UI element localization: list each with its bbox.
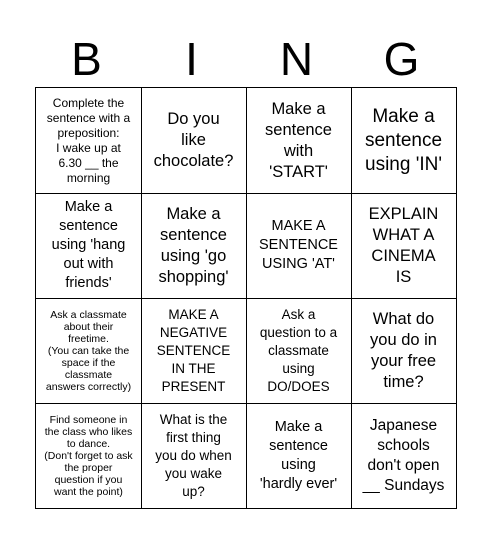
bingo-cell[interactable] <box>36 298 142 404</box>
cell-text: Japanese schools don't open __ Sundays <box>362 416 445 494</box>
bingo-cell[interactable] <box>351 298 457 404</box>
header-letter-n: N <box>279 33 316 85</box>
cell-text: MAKE A SENTENCE USING 'AT' <box>259 218 338 272</box>
bingo-header <box>35 30 457 88</box>
bingo-cell[interactable] <box>246 298 352 404</box>
cell-text: Make a sentence using 'hang out with friends' <box>51 199 126 291</box>
cell-text: Ask a classmate about their freetime. (You can take the space if the classmate answers correctly) <box>45 308 132 393</box>
cell-text: What do you do in your free time? <box>370 309 437 391</box>
bingo-cell[interactable] <box>141 193 247 299</box>
cell-text: Do you like chocolate? <box>153 110 234 170</box>
cell-text: Make a sentence using 'go shopping' <box>158 204 229 286</box>
header-letter-g: G <box>383 33 422 85</box>
cell-text: Ask a question to a classmate using DO/DOES <box>259 306 338 394</box>
cell-text: Make a sentence with 'START' <box>265 99 332 181</box>
cell-text: Make a sentence using 'IN' <box>364 105 443 175</box>
bingo-cell[interactable] <box>246 193 352 299</box>
header-letter-i: I <box>185 33 200 85</box>
cell-text: MAKE A NEGATIVE SENTENCE IN THE PRESENT <box>156 306 231 394</box>
cell-text: EXPLAIN WHAT A CINEMA IS <box>368 204 439 286</box>
bingo-cell[interactable] <box>36 193 142 299</box>
bingo-grid <box>35 87 457 509</box>
bingo-cell[interactable] <box>141 88 247 194</box>
bingo-cell[interactable] <box>351 403 457 509</box>
bingo-cell[interactable] <box>141 403 247 509</box>
cell-text: Find someone in the class who likes to dance. (Don't forget to ask the proper question if you want the point) <box>44 413 133 498</box>
header-letter-b: B <box>71 33 104 85</box>
bingo-cell[interactable] <box>351 88 457 194</box>
bingo-cell[interactable] <box>246 88 352 194</box>
bingo-cell[interactable] <box>36 88 142 194</box>
cell-text: Make a sentence using 'hardly ever' <box>259 418 338 492</box>
bingo-cell[interactable] <box>141 298 247 404</box>
bingo-cell[interactable] <box>351 193 457 299</box>
bingo-cell[interactable] <box>246 403 352 509</box>
bingo-cell[interactable] <box>36 403 142 509</box>
cell-text: What is the first thing you do when you wake up? <box>155 411 232 499</box>
cell-text: Complete the sentence with a preposition: I wake up at 6.30 __ the morning <box>46 95 131 185</box>
